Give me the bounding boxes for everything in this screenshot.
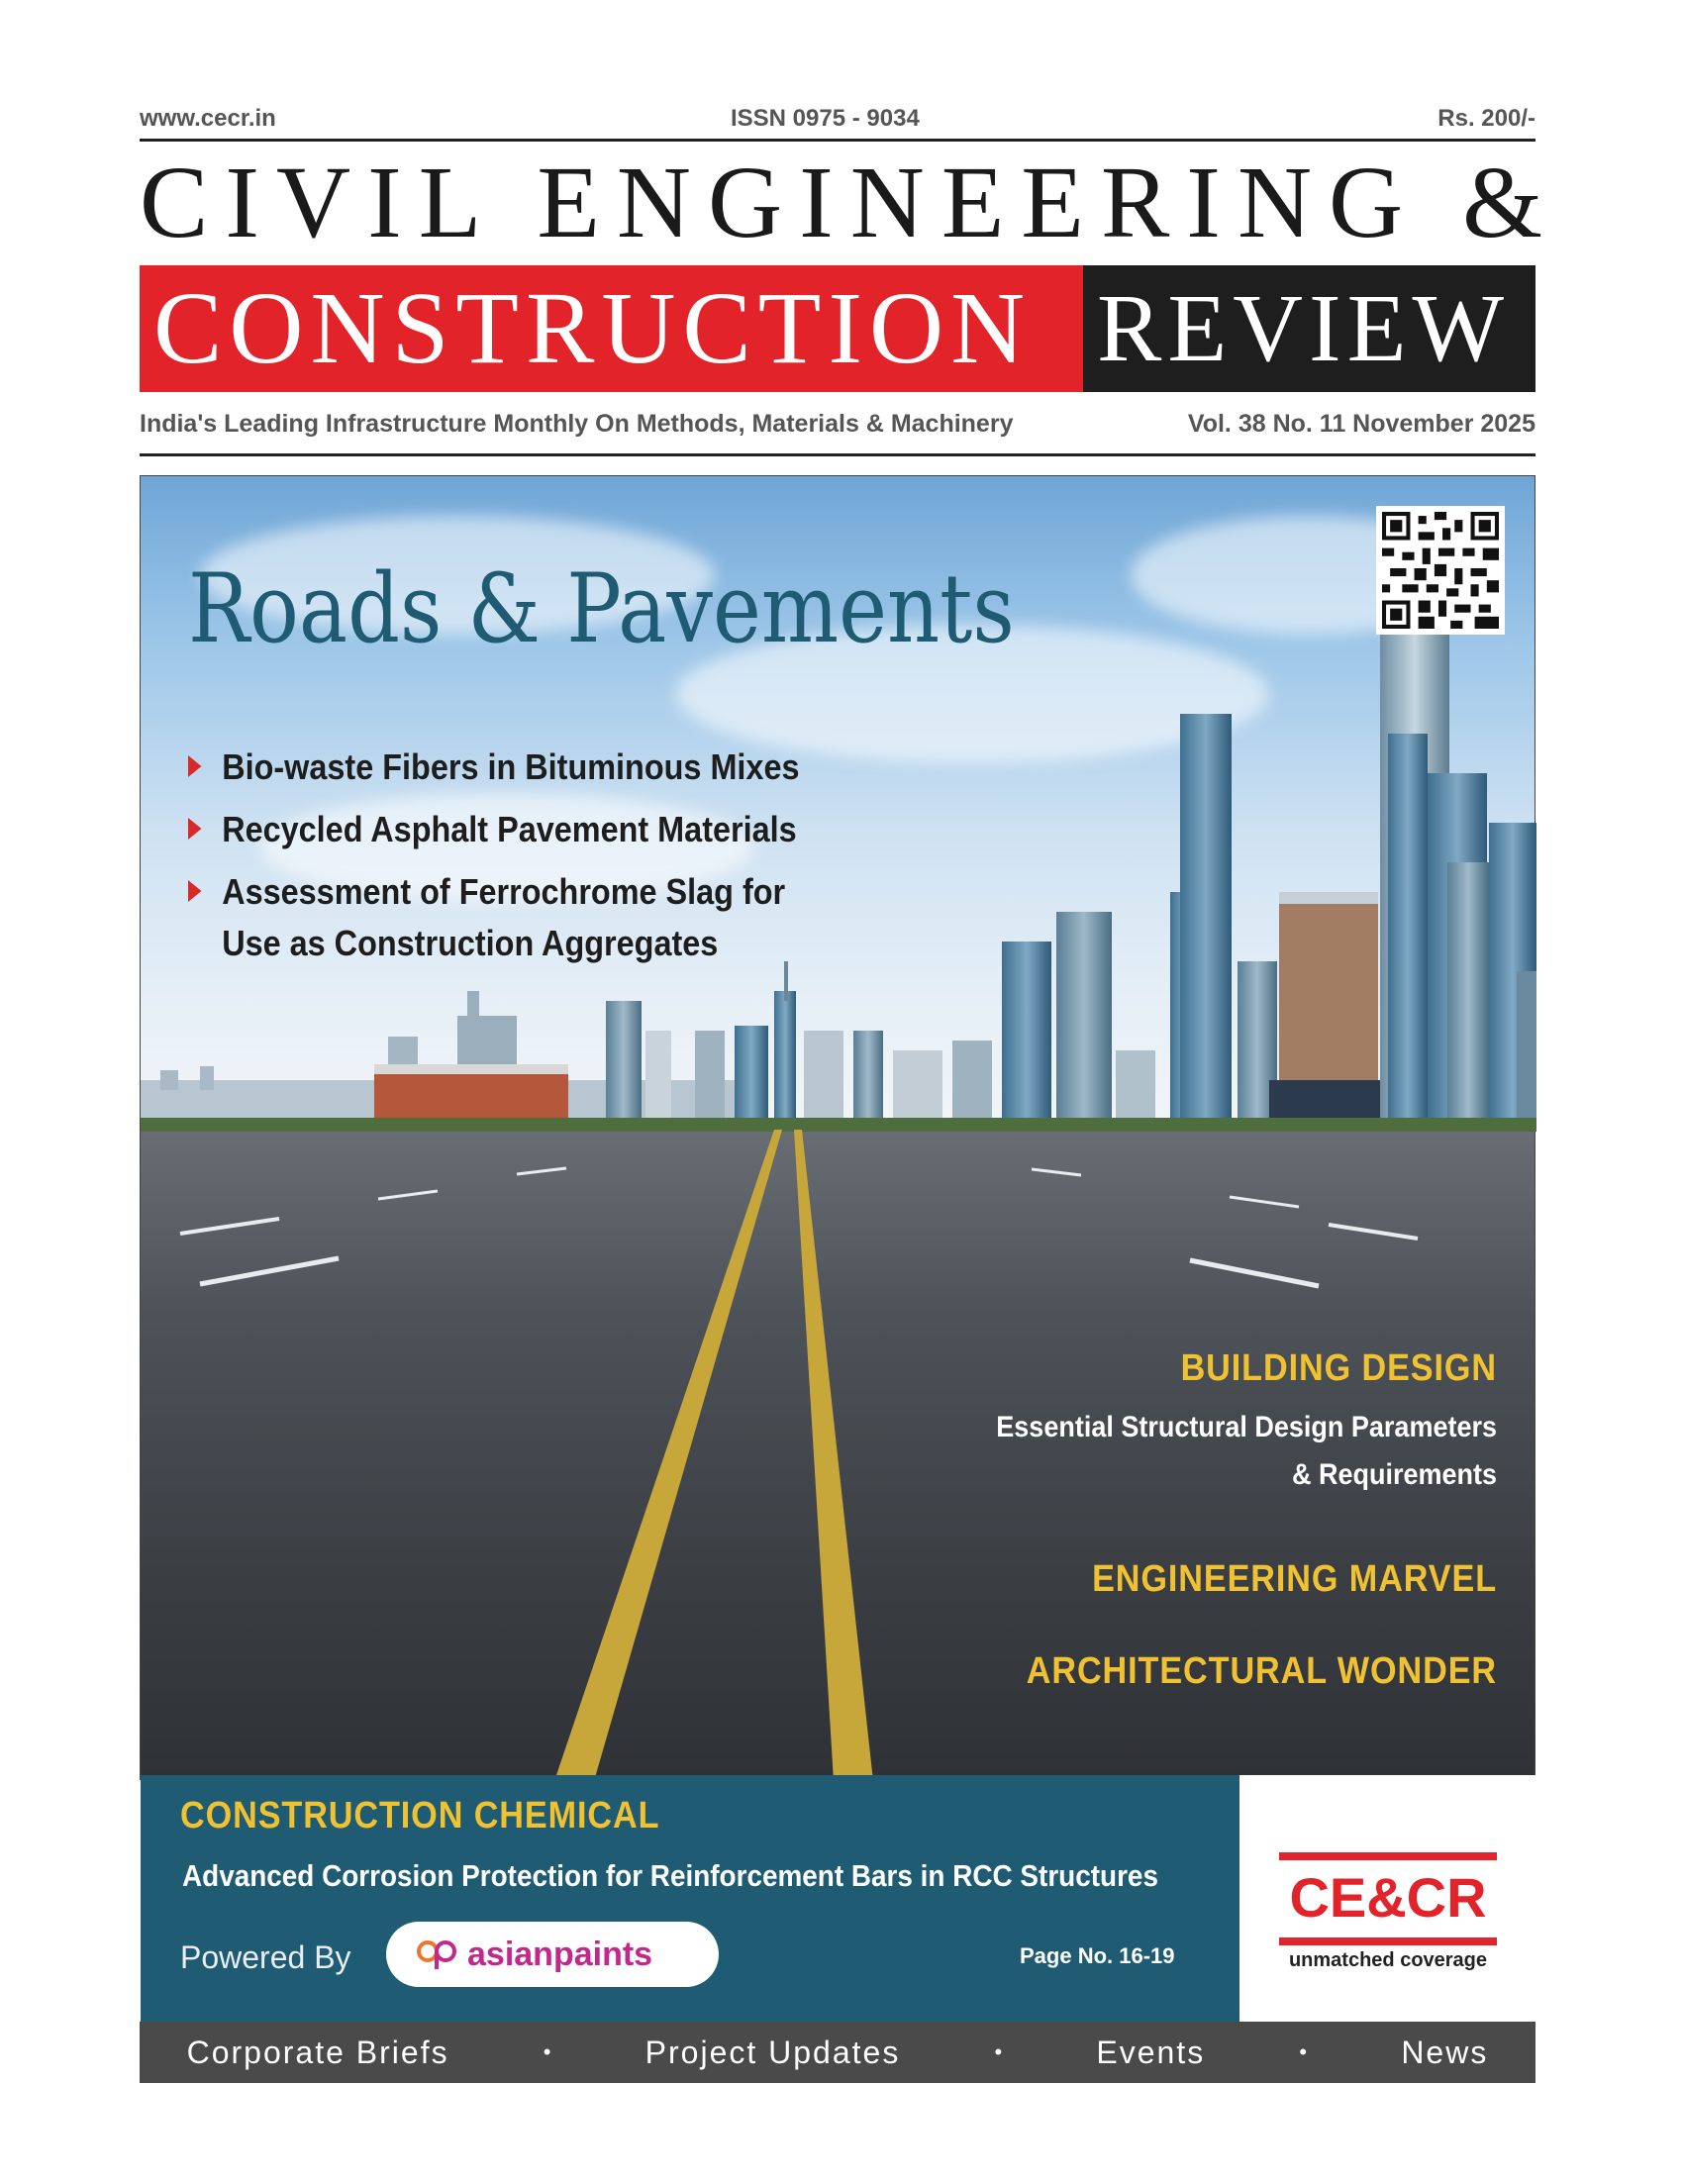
footer-bar bbox=[140, 2022, 1535, 2083]
cover-image bbox=[140, 475, 1535, 1975]
footer-item-events: Events bbox=[1096, 2034, 1206, 2070]
chemical-subheading: Advanced Corrosion Protection for Reinforcement Bars in RCC Structures bbox=[182, 1858, 1158, 1893]
bullet-text: Bio-waste Fibers in Bituminous Mixes bbox=[222, 746, 800, 787]
title-construction: CONSTRUCTION bbox=[140, 265, 1083, 392]
footer-item-corporate-briefs: Corporate Briefs bbox=[186, 2034, 449, 2070]
powered-by-label: Powered By bbox=[180, 1939, 351, 1975]
issue-info: Vol. 38 No. 11 November 2025 bbox=[1187, 410, 1535, 438]
mid-divider bbox=[140, 453, 1535, 456]
cecr-slogan: unmatched coverage bbox=[1288, 1949, 1488, 1971]
asianpaints-mark-icon bbox=[416, 1937, 459, 1971]
cecr-logo-panel bbox=[1239, 1775, 1536, 2023]
sponsor-name: asianpaints bbox=[467, 1935, 653, 1973]
bullet-item bbox=[188, 742, 919, 793]
footer-separator: • bbox=[994, 2039, 1003, 2064]
tagline-row bbox=[140, 410, 1535, 449]
logo-bar-bottom bbox=[1279, 1937, 1497, 1945]
bullet-arrow-icon bbox=[188, 755, 202, 777]
cover-headline: Roads & Pavements bbox=[188, 553, 1015, 664]
issn-number: ISSN 0975 - 9034 bbox=[731, 105, 920, 132]
masthead-topline bbox=[140, 103, 1535, 139]
construction-chemical-panel bbox=[141, 1775, 1239, 2023]
cecr-logo-text: CE&CR bbox=[1289, 1866, 1487, 1929]
footer-separator: • bbox=[1299, 2039, 1308, 2064]
qr-code-icon[interactable] bbox=[1376, 506, 1505, 635]
asianpaints-logo bbox=[386, 1922, 719, 1987]
building-design-sub1: Essential Structural Design Parameters bbox=[996, 1411, 1497, 1443]
bullet-text: Recycled Asphalt Pavement Materials bbox=[222, 809, 797, 849]
bullet-arrow-icon bbox=[188, 818, 202, 840]
logo-bar-top bbox=[1279, 1852, 1497, 1860]
chemical-heading: CONSTRUCTION CHEMICAL bbox=[180, 1795, 660, 1837]
price-label: Rs. 200/- bbox=[1437, 105, 1535, 132]
footer-separator: • bbox=[543, 2039, 551, 2064]
cover-bullets bbox=[188, 742, 1000, 980]
engineering-marvel-heading: ENGINEERING MARVEL bbox=[1092, 1558, 1497, 1600]
bullet-text: Assessment of Ferrochrome Slag for bbox=[222, 871, 786, 912]
building-design-heading: BUILDING DESIGN bbox=[1180, 1347, 1497, 1389]
title-review: REVIEW bbox=[1083, 265, 1535, 392]
cover-right-sections bbox=[804, 1347, 1497, 1693]
top-divider bbox=[140, 139, 1535, 142]
architectural-wonder-heading: ARCHITECTURAL WONDER bbox=[1026, 1650, 1497, 1692]
magazine-title-banner bbox=[140, 265, 1535, 392]
bullet-item bbox=[188, 804, 919, 855]
bullet-arrow-icon bbox=[188, 880, 202, 902]
bullet-item bbox=[188, 866, 919, 918]
footer-item-project-updates: Project Updates bbox=[644, 2034, 901, 2070]
magazine-title-line1: CIVIL ENGINEERING & bbox=[140, 146, 1560, 259]
building-design-sub2: & Requirements bbox=[1291, 1458, 1497, 1491]
page-reference: Page No. 16-19 bbox=[1020, 1943, 1175, 1968]
bullet-item-continued bbox=[188, 918, 919, 969]
bullet-text: Use as Construction Aggregates bbox=[222, 923, 719, 963]
website-link[interactable]: www.cecr.in bbox=[140, 105, 276, 132]
footer-item-news: News bbox=[1401, 2034, 1489, 2070]
tagline-text: India's Leading Infrastructure Monthly On Methods, Materials & Machinery bbox=[140, 410, 1014, 438]
